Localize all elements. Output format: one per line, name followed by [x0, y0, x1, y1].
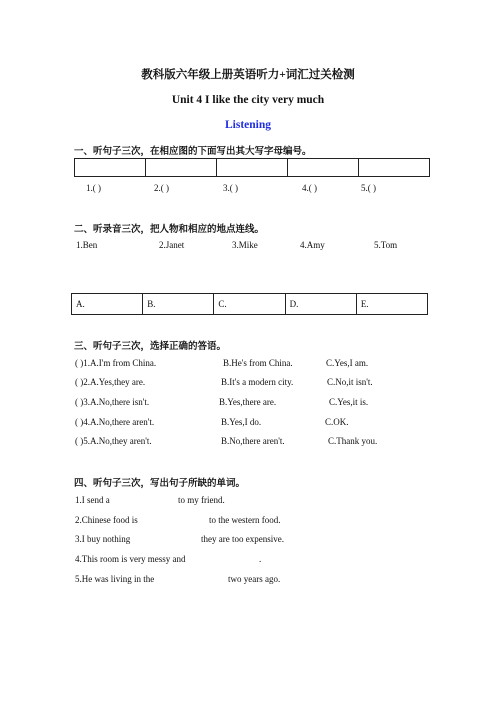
- picture-cell: [288, 159, 359, 177]
- question-option-b: B.Yes,I do.: [221, 417, 262, 427]
- question-option-c: C.OK.: [325, 417, 349, 427]
- sentence-end: two years ago.: [228, 574, 281, 584]
- document-title: 教科版六年级上册英语听力+词汇过关检测: [141, 69, 355, 81]
- place-cell: E.: [356, 294, 427, 315]
- part1-label: 4.( ): [302, 183, 317, 193]
- sentence-start: 5.He was living in the: [75, 574, 155, 584]
- place-cell: B.: [143, 294, 214, 315]
- person-name: 2.Janet: [159, 240, 185, 250]
- question-option-b: B.It's a modern city.: [221, 377, 294, 387]
- part2-place-table: [71, 293, 428, 315]
- question-option-a: ( )2.A.Yes,they are.: [75, 377, 146, 387]
- person-name: 5.Tom: [374, 240, 398, 250]
- picture-cell: [217, 159, 288, 177]
- part1-heading: 一、听句子三次，在相应图的下面写出其大写字母编号。: [74, 147, 312, 157]
- question-option-c: C.Yes,it is.: [329, 397, 369, 407]
- part1-label: 3.( ): [223, 183, 238, 193]
- question-option-c: C.Yes,I am.: [326, 358, 369, 368]
- part2-heading: 二、听录音三次，把人物和相应的地点连线。: [74, 225, 265, 235]
- person-name: 3.Mike: [232, 240, 258, 250]
- picture-cell: [359, 159, 430, 177]
- person-name: 1.Ben: [76, 240, 98, 250]
- sentence-start: 3.I buy nothing: [75, 534, 131, 544]
- picture-cell: [146, 159, 217, 177]
- question-option-a: ( )3.A.No,there isn't.: [75, 397, 150, 407]
- question-option-b: B.He's from China.: [223, 358, 293, 368]
- sentence-start: 4.This room is very messy and: [75, 554, 186, 564]
- sentence-end: they are too expensive.: [201, 534, 284, 544]
- part1-label: 5.( ): [361, 183, 376, 193]
- sentence-start: 1.I send a: [75, 495, 110, 505]
- sentence-end: .: [259, 554, 262, 564]
- question-option-b: B.Yes,there are.: [219, 397, 277, 407]
- part3-heading: 三、听句子三次，选择正确的答语。: [74, 342, 227, 352]
- picture-cell: [75, 159, 146, 177]
- question-option-a: ( )4.A.No,there aren't.: [75, 417, 155, 427]
- section-title: Listening: [224, 119, 271, 131]
- sentence-start: 2.Chinese food is: [75, 515, 138, 525]
- part1-picture-table: [74, 158, 430, 177]
- question-option-a: ( )5.A.No,they aren't.: [75, 436, 152, 446]
- place-cell: A.: [72, 294, 143, 315]
- question-option-c: C.No,it isn't.: [327, 377, 373, 387]
- unit-title: Unit 4 I like the city very much: [171, 94, 325, 106]
- part1-label: 2.( ): [154, 183, 169, 193]
- sentence-end: to my friend.: [178, 495, 225, 505]
- place-cell: C.: [214, 294, 285, 315]
- sentence-end: to the western food.: [209, 515, 281, 525]
- place-cell: D.: [285, 294, 356, 315]
- part1-label: 1.( ): [86, 183, 101, 193]
- person-name: 4.Amy: [300, 240, 325, 250]
- question-option-c: C.Thank you.: [328, 436, 378, 446]
- question-option-a: ( )1.A.I'm from China.: [75, 358, 157, 368]
- question-option-b: B.No,there aren't.: [221, 436, 285, 446]
- part4-heading: 四、听句子三次，写出句子所缺的单词。: [74, 479, 246, 489]
